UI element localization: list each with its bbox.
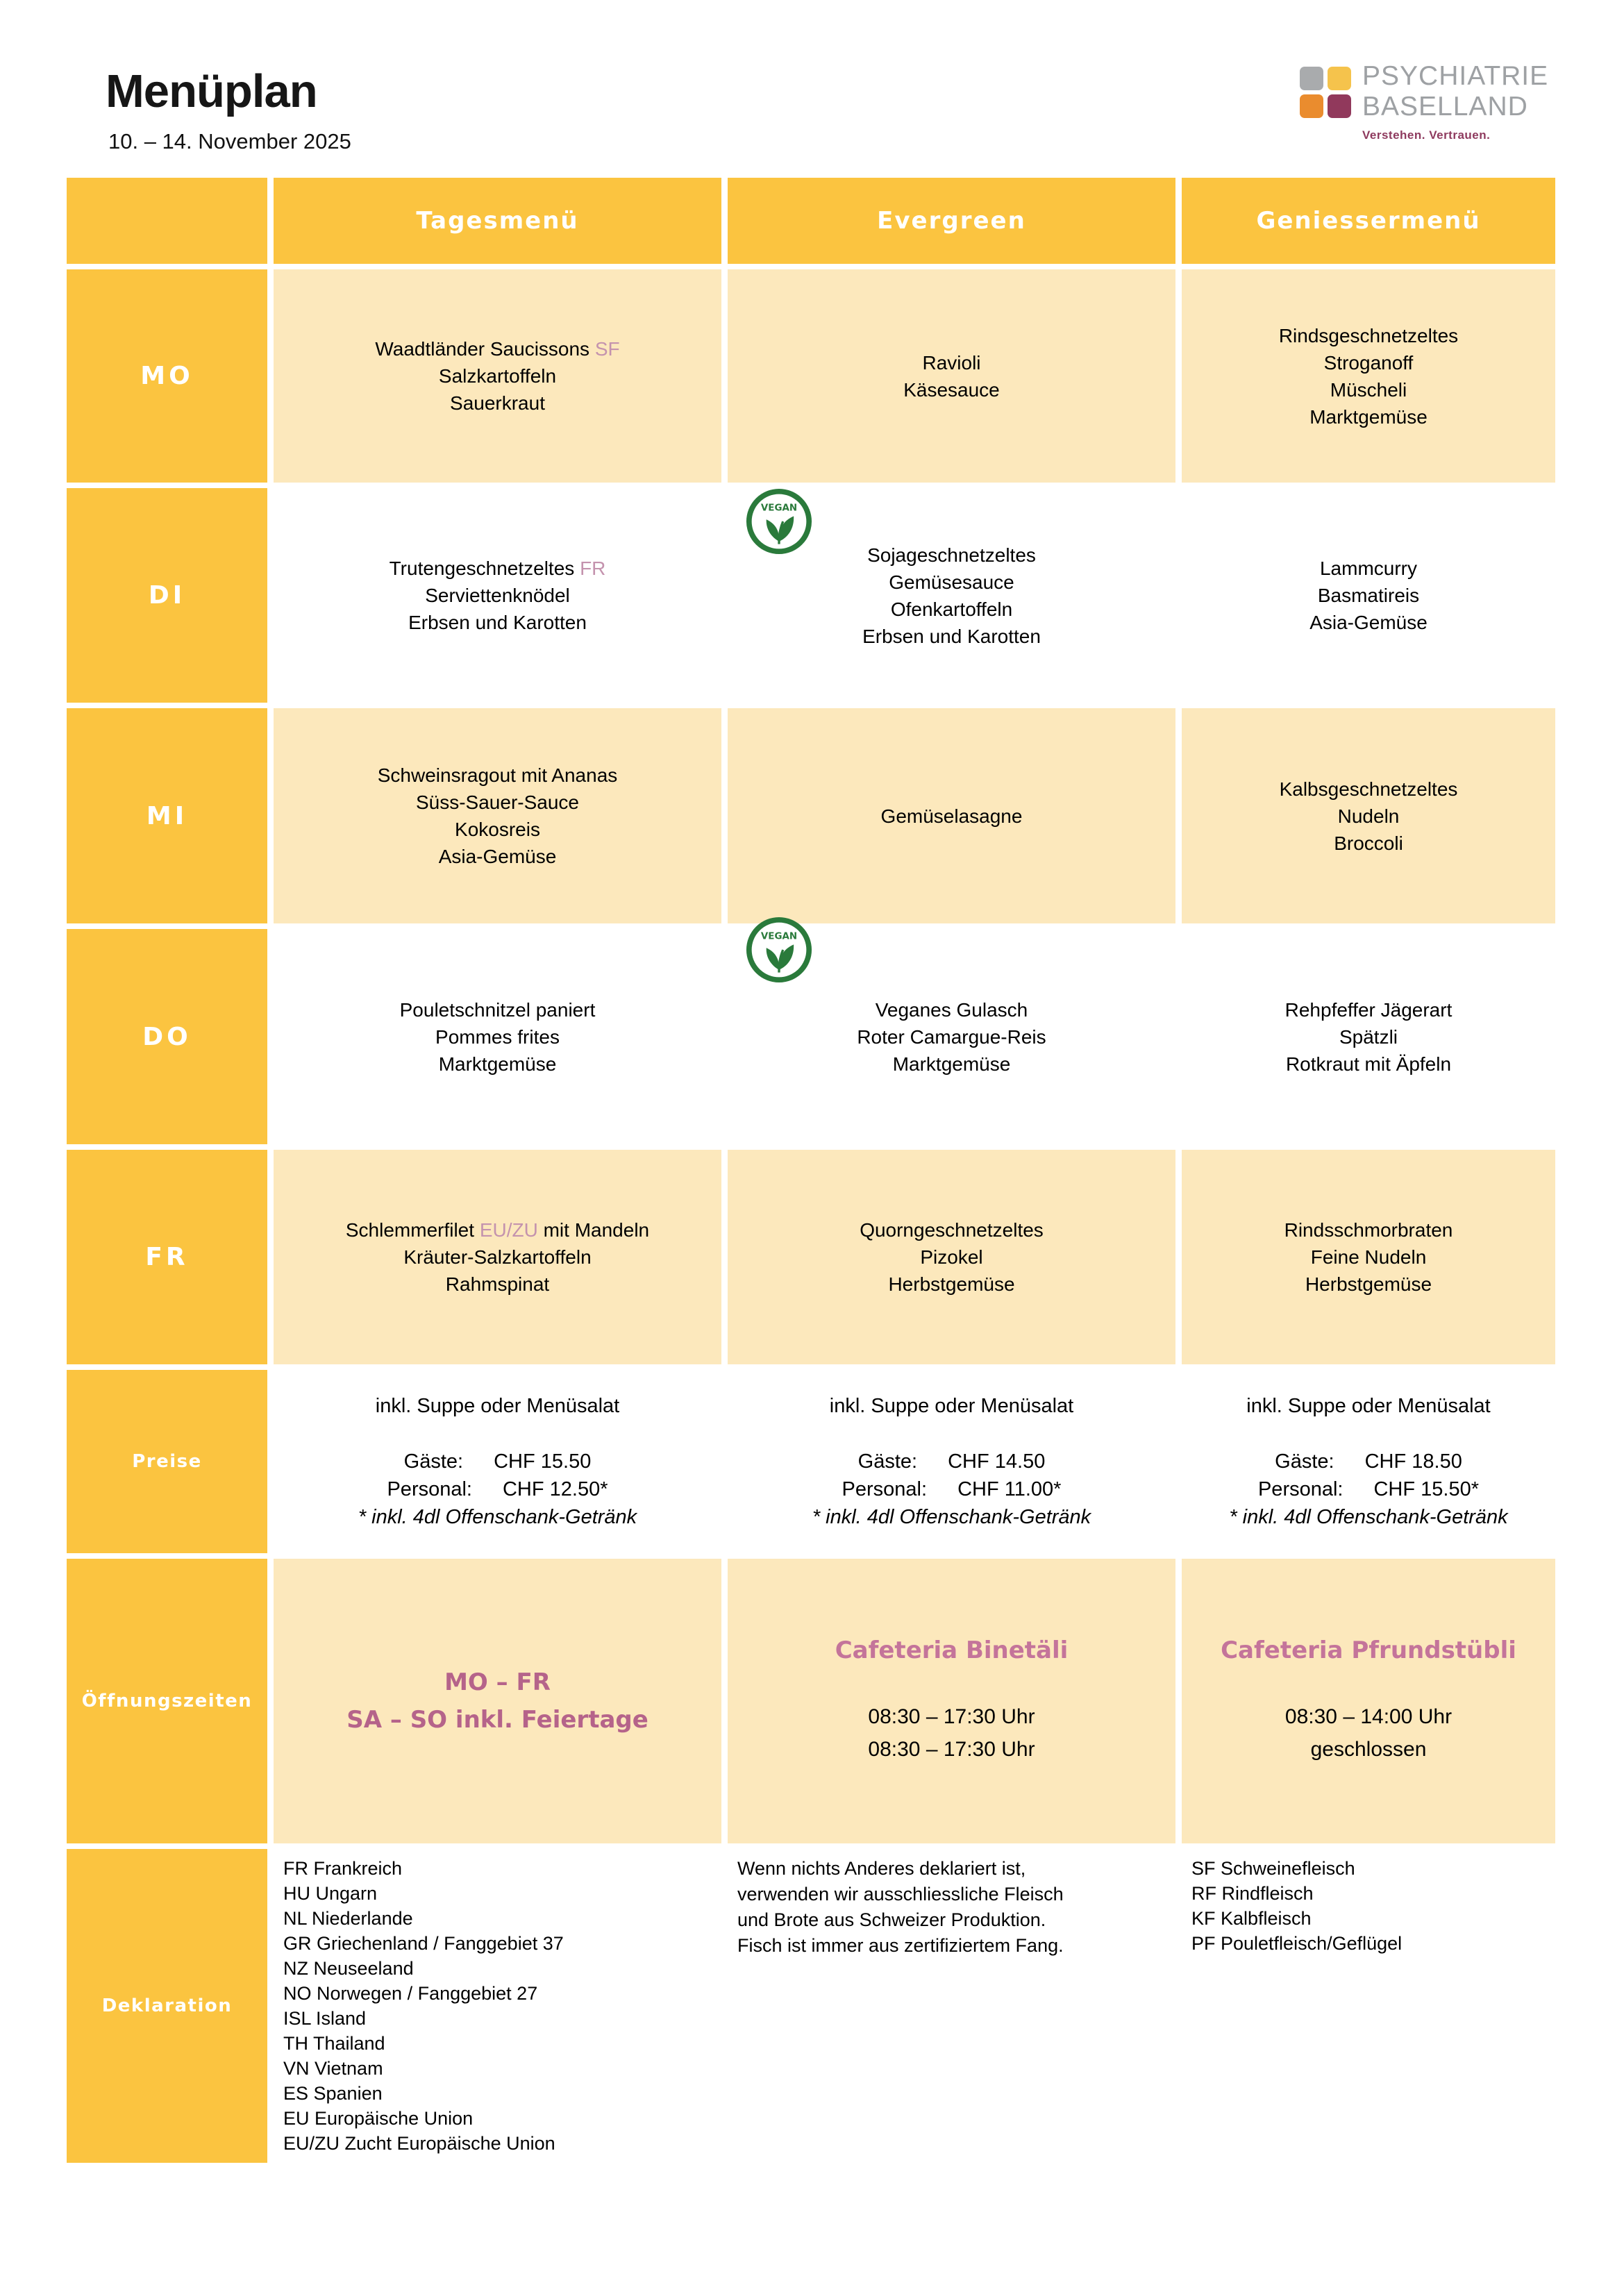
logo-square-gray bbox=[1300, 67, 1323, 90]
menu-line: Gemüsesauce bbox=[889, 571, 1014, 593]
menu-line: Herbstgemüse bbox=[888, 1273, 1015, 1295]
menu-line: Kokosreis bbox=[455, 819, 540, 840]
menu-fr-geniessermenu bbox=[1182, 1150, 1555, 1364]
notice-line: und Brote aus Schweizer Produktion. bbox=[737, 1909, 1046, 1930]
menu-line: Rindsschmorbraten bbox=[1284, 1219, 1453, 1241]
menu-line: Sauerkraut bbox=[450, 392, 545, 414]
price-incl: inkl. Suppe oder Menüsalat bbox=[375, 1395, 620, 1417]
corner-cell bbox=[67, 178, 267, 264]
menu-line: Asia-Gemüse bbox=[1309, 612, 1428, 633]
menu-mo-geniessermenu bbox=[1182, 269, 1555, 483]
menu-line: Veganes Gulasch bbox=[875, 998, 1028, 1021]
menu-line: Pouletschnitzel paniert bbox=[399, 998, 596, 1021]
vegan-icon bbox=[746, 488, 812, 555]
menu-line: Schweinsragout mit Ananas bbox=[377, 764, 618, 786]
menu-line: Feine Nudeln bbox=[1310, 1246, 1427, 1268]
column-header-tagesmenu: Tagesmenü bbox=[274, 178, 721, 264]
menu-line: Marktgemüse bbox=[892, 1053, 1011, 1075]
meat-code: FR bbox=[580, 558, 606, 579]
menu-line: Quorngeschnetzeltes bbox=[860, 1219, 1044, 1241]
country-code: ISL Island bbox=[283, 2008, 367, 2029]
logo-text bbox=[1362, 61, 1548, 142]
opening-times: 08:30 – 14:00 Uhr geschlossen bbox=[1284, 1705, 1453, 1761]
menu-do-tagesmenu bbox=[274, 929, 721, 1144]
menu-line: Erbsen und Karotten bbox=[862, 625, 1041, 647]
menu-mi-evergreen bbox=[728, 708, 1175, 923]
country-code: FR Frankreich bbox=[283, 1858, 403, 1879]
row-label-di: DI bbox=[67, 488, 267, 703]
menu-mi-geniessermenu bbox=[1182, 708, 1555, 923]
menu-line: Serviettenknödel bbox=[425, 585, 570, 606]
country-code: HU Ungarn bbox=[283, 1883, 378, 1904]
price-line-gaeste: Gäste: CHF 18.50 bbox=[1275, 1450, 1462, 1473]
country-code: GR Griechenland / Fanggebiet 37 bbox=[283, 1933, 564, 1954]
meat-code-line: RF Rindfleisch bbox=[1191, 1883, 1314, 1904]
menu-line: Pommes frites bbox=[435, 1026, 560, 1048]
menu-line: Basmatireis bbox=[1317, 585, 1420, 606]
price-block bbox=[1229, 1448, 1507, 1531]
menu-di-geniessermenu bbox=[1182, 488, 1555, 703]
menu-line: Asia-Gemüse bbox=[438, 846, 557, 867]
meat-code-line: PF Pouletfleisch/Geflügel bbox=[1191, 1933, 1403, 1954]
menu-mo-tagesmenu bbox=[274, 269, 721, 483]
column-header-geniessermenu: Geniessermenü bbox=[1182, 178, 1555, 264]
menu-line: Käsesauce bbox=[903, 378, 1000, 401]
menu-do-geniessermenu bbox=[1182, 929, 1555, 1144]
country-code: EU/ZU Zucht Europäische Union bbox=[283, 2133, 555, 2154]
cafeteria-name: Cafeteria Pfrundstübli bbox=[1221, 1637, 1516, 1664]
menu-line: Lammcurry bbox=[1319, 558, 1417, 579]
logo-square-purple bbox=[1328, 94, 1351, 118]
preise-evergreen bbox=[728, 1370, 1175, 1553]
country-code: NL Niederlande bbox=[283, 1908, 413, 1929]
country-code: NZ Neuseeland bbox=[283, 1958, 414, 1979]
price-note: * inkl. 4dl Offenschank-Getränk bbox=[1229, 1506, 1508, 1528]
date-range: 10. – 14. November 2025 bbox=[108, 129, 351, 153]
price-line-personal: Personal: CHF 12.50* bbox=[387, 1478, 608, 1500]
menu-line: Herbstgemüse bbox=[1305, 1273, 1432, 1295]
logo-name-line2: BASELLAND bbox=[1362, 92, 1528, 122]
country-code: VN Vietnam bbox=[283, 2058, 383, 2079]
menu-mo-evergreen bbox=[728, 269, 1175, 483]
price-block bbox=[358, 1448, 637, 1531]
logo-squares-icon bbox=[1300, 67, 1351, 118]
menu-line: Rahmspinat bbox=[445, 1273, 550, 1295]
vegan-icon bbox=[746, 916, 812, 983]
row-label-mo: MO bbox=[67, 269, 267, 483]
menu-line: Trutengeschnetzeltes FR bbox=[389, 558, 606, 579]
logo-tagline: Verstehen. Vertrauen. bbox=[1362, 128, 1491, 142]
menu-line: Nudeln bbox=[1337, 805, 1400, 827]
menu-line: Rotkraut mit Äpfeln bbox=[1285, 1053, 1452, 1075]
menu-line: Rindsgeschnetzeltes bbox=[1278, 324, 1459, 346]
menu-line: Spätzli bbox=[1339, 1026, 1398, 1048]
menu-line: Ravioli bbox=[922, 351, 981, 374]
price-incl: inkl. Suppe oder Menüsalat bbox=[1246, 1395, 1491, 1417]
row-label-do: DO bbox=[67, 929, 267, 1144]
menu-line: Müscheli bbox=[1330, 378, 1407, 401]
deklaration-countries bbox=[274, 1849, 721, 2163]
price-note: * inkl. 4dl Offenschank-Getränk bbox=[358, 1506, 637, 1528]
notice-line: Wenn nichts Anderes deklariert ist, bbox=[737, 1858, 1026, 1879]
oeffnungszeiten-tagesmenu bbox=[274, 1559, 721, 1843]
menu-line: Ofenkartoffeln bbox=[890, 598, 1013, 620]
price-block bbox=[812, 1448, 1091, 1531]
menu-line: Pizokel bbox=[920, 1246, 983, 1268]
row-label-preise: Preise bbox=[67, 1370, 267, 1553]
country-code: ES Spanien bbox=[283, 2083, 383, 2104]
menu-mi-tagesmenu bbox=[274, 708, 721, 923]
preise-tagesmenu bbox=[274, 1370, 721, 1553]
menu-table bbox=[67, 178, 1555, 2163]
menu-line: Salzkartoffeln bbox=[438, 365, 557, 387]
notice-line: Fisch ist immer aus zertifiziertem Fang. bbox=[737, 1935, 1064, 1956]
menu-line: Süss-Sauer-Sauce bbox=[415, 792, 579, 813]
country-code: TH Thailand bbox=[283, 2033, 385, 2054]
menu-line: Marktgemüse bbox=[438, 1053, 557, 1075]
deklaration-notice bbox=[728, 1849, 1175, 2163]
opening-days: MO – FR bbox=[444, 1668, 551, 1696]
opening-times: 08:30 – 17:30 Uhr 08:30 – 17:30 Uhr bbox=[868, 1705, 1035, 1761]
row-label-deklaration: Deklaration bbox=[67, 1849, 267, 2163]
notice-line: verwenden wir ausschliessliche Fleisch bbox=[737, 1884, 1064, 1905]
menu-line: Broccoli bbox=[1334, 832, 1403, 854]
price-note: * inkl. 4dl Offenschank-Getränk bbox=[812, 1506, 1091, 1528]
country-code: EU Europäische Union bbox=[283, 2108, 474, 2129]
logo-square-orange bbox=[1300, 94, 1323, 118]
menu-line: Gemüselasagne bbox=[880, 805, 1023, 827]
menu-do-evergreen bbox=[728, 929, 1175, 1144]
opening-days: SA – SO inkl. Feiertage bbox=[346, 1706, 648, 1734]
price-line-personal: Personal: CHF 11.00* bbox=[842, 1478, 1062, 1500]
oeffnungszeiten-geniessermenu bbox=[1182, 1559, 1555, 1843]
menu-di-evergreen bbox=[728, 488, 1175, 703]
menu-line: Stroganoff bbox=[1323, 351, 1414, 374]
meat-code: EU/ZU bbox=[479, 1219, 538, 1241]
price-line-gaeste: Gäste: CHF 15.50 bbox=[403, 1450, 592, 1473]
oeffnungszeiten-evergreen bbox=[728, 1559, 1175, 1843]
svg-text:VEGAN: VEGAN bbox=[760, 503, 798, 514]
price-line-personal: Personal: CHF 15.50* bbox=[1257, 1478, 1479, 1500]
menu-line: Rehpfeffer Jägerart bbox=[1284, 998, 1453, 1021]
menu-line: Marktgemüse bbox=[1309, 405, 1428, 428]
deklaration-meats bbox=[1182, 1849, 1555, 2163]
menu-line: Roter Camargue-Reis bbox=[857, 1026, 1046, 1048]
page-title: Menüplan bbox=[106, 65, 317, 117]
menu-line: Kalbsgeschnetzeltes bbox=[1279, 778, 1458, 800]
meat-code-line: SF Schweinefleisch bbox=[1191, 1858, 1355, 1879]
price-line-gaeste: Gäste: CHF 14.50 bbox=[857, 1450, 1046, 1473]
logo-square-yellow bbox=[1328, 67, 1351, 90]
cafeteria-name: Cafeteria Binetäli bbox=[835, 1637, 1069, 1664]
menu-di-tagesmenu bbox=[274, 488, 721, 703]
row-label-mi: MI bbox=[67, 708, 267, 923]
menu-line: Schlemmerfilet EU/ZU mit Mandeln bbox=[345, 1219, 650, 1241]
menu-fr-tagesmenu bbox=[274, 1150, 721, 1364]
menu-line: Erbsen und Karotten bbox=[408, 612, 587, 633]
menu-line: Kräuter-Salzkartoffeln bbox=[403, 1246, 592, 1268]
meat-code: SF bbox=[594, 338, 620, 360]
country-code: NO Norwegen / Fanggebiet 27 bbox=[283, 1983, 538, 2004]
psychiatrie-baselland-logo bbox=[1300, 61, 1548, 142]
menu-line: Sojageschnetzeltes bbox=[867, 544, 1036, 566]
svg-text:VEGAN: VEGAN bbox=[760, 931, 798, 942]
menu-line: Waadtländer Saucissons SF bbox=[375, 338, 620, 360]
price-incl: inkl. Suppe oder Menüsalat bbox=[829, 1395, 1074, 1417]
row-label-fr: FR bbox=[67, 1150, 267, 1364]
row-label-oeffnungszeiten: Öffnungszeiten bbox=[67, 1559, 267, 1843]
menu-fr-evergreen bbox=[728, 1150, 1175, 1364]
logo-name-line1: PSYCHIATRIE bbox=[1362, 61, 1549, 91]
meat-code-line: KF Kalbfleisch bbox=[1191, 1908, 1312, 1929]
preise-geniessermenu bbox=[1182, 1370, 1555, 1553]
column-header-evergreen: Evergreen bbox=[728, 178, 1175, 264]
